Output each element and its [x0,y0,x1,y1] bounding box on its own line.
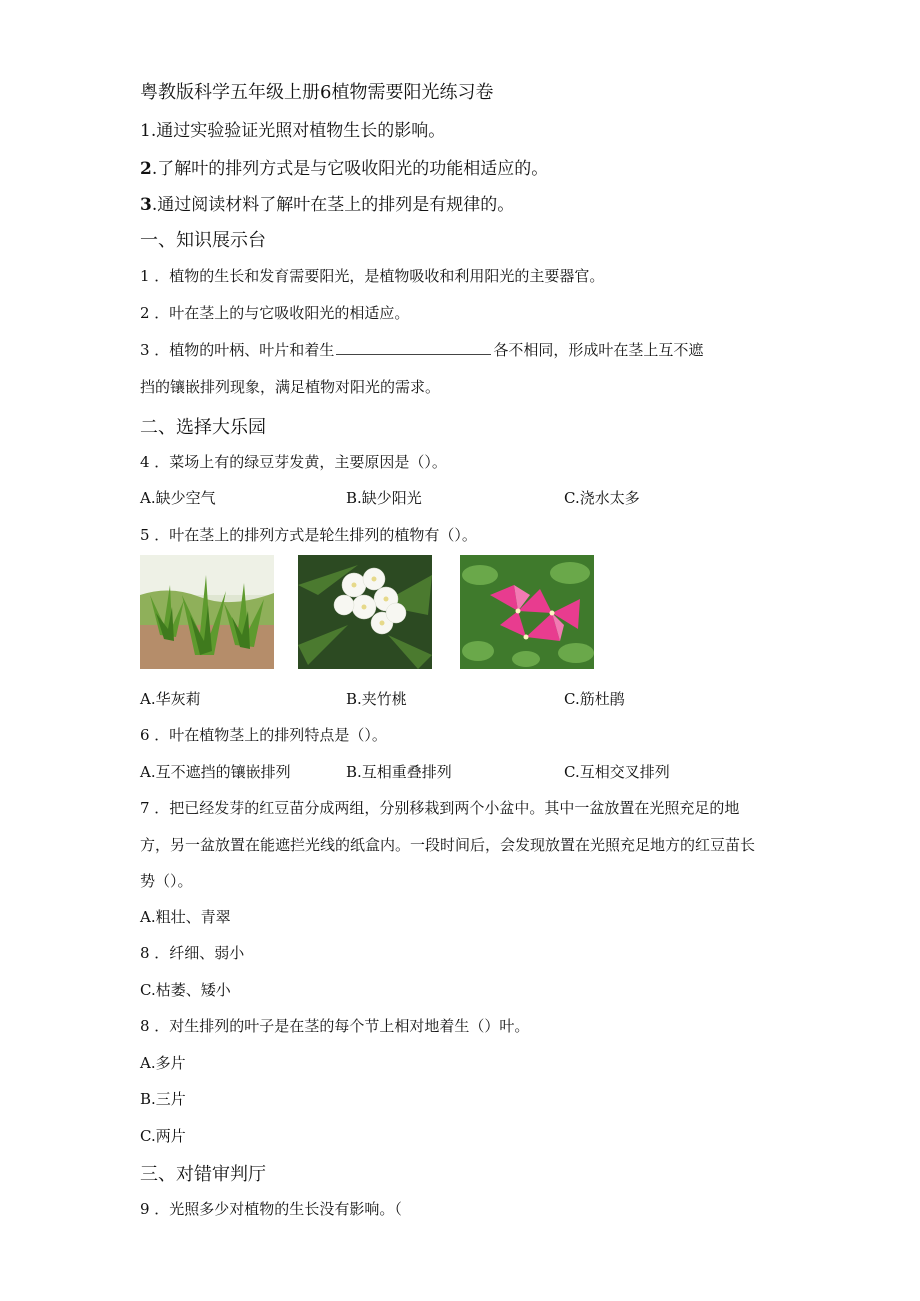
goal-1 [140,116,445,141]
goal-2-text: .了解叶的排列方式是与它吸收阳光的功能相适应的。 [151,159,549,179]
question-6-option-c[interactable]: C.互相交叉排列 [564,763,670,781]
question-4-stem: 4 ．菜场上有的绿豆芽发黄，主要原因是（）。 [140,453,447,471]
question-5-option-a[interactable]: A.华灰莉 [140,690,201,708]
goal-2 [140,154,548,179]
goal-3 [140,190,514,215]
section-1-heading: 一、知识展示台 [140,230,266,251]
photo-oleander [298,555,432,669]
question-5-option-b[interactable]: B.夹竹桃 [346,690,407,708]
section-3-heading: 三、对错审判厅 [140,1164,266,1185]
photo-bougainvillea [460,555,594,669]
question-9: 9 ．光照多少对植物的生长没有影响。（ [140,1200,402,1218]
goal-3-num: 3 [140,195,152,215]
question-8-stem: 8 ．对生排列的叶子是在茎的每个节上相对地着生（）叶。 [140,1017,530,1035]
question-3-part-b: 各不相同，形成叶在茎上互不遮 [493,341,704,359]
question-3-blank[interactable] [336,340,491,355]
goal-1-num: 1. [140,121,157,141]
question-3-line-1 [140,339,703,360]
goal-1-text: 通过实验验证光照对植物生长的影响。 [156,121,446,141]
question-7-option-b[interactable]: 8 ．纤细、弱小 [140,944,245,962]
question-8-option-b[interactable]: B.三片 [140,1090,186,1108]
question-4-option-a[interactable]: A.缺少空气 [140,489,216,507]
question-4-option-c[interactable]: C.浇水太多 [564,489,640,507]
question-8-option-c[interactable]: C.两片 [140,1127,186,1145]
goal-3-text: .通过阅读材料了解叶在茎上的排列是有规律的。 [151,195,515,215]
photo-plant-field [140,555,274,669]
question-4-option-b[interactable]: B.缺少阳光 [346,489,422,507]
question-7-option-a[interactable]: A.粗壮、青翠 [140,908,231,926]
question-7-line-1: 7 ．把已经发芽的红豆苗分成两组，分别移栽到两个小盆中。其中一盆放置在光照充足的地 [140,799,740,817]
question-3-part-a: 3 ．植物的叶柄、叶片和着生 [140,341,335,359]
goal-2-num: 2 [140,159,152,179]
question-6-option-a[interactable]: A.互不遮挡的镶嵌排列 [140,763,291,781]
question-6-option-b[interactable]: B.互相重叠排列 [346,763,452,781]
question-7-option-c[interactable]: C.枯萎、矮小 [140,981,231,999]
question-1: 1 ．植物的生长和发育需要阳光，是植物吸收和利用阳光的主要器官。 [140,267,605,285]
question-5-stem: 5 ．叶在茎上的排列方式是轮生排列的植物有（）。 [140,526,477,544]
section-2-heading: 二、选择大乐园 [140,417,266,438]
question-6-stem: 6 ．叶在植物茎上的排列特点是（）。 [140,726,387,744]
question-8-option-a[interactable]: A.多片 [140,1054,186,1072]
question-3-line-2: 挡的镶嵌排列现象，满足植物对阳光的需求。 [140,378,441,396]
question-7-line-2: 方，另一盆放置在能遮拦光线的纸盒内。一段时间后，会发现放置在光照充足地方的红豆苗长 [140,836,756,854]
question-5-option-c[interactable]: C.筋杜鹃 [564,690,625,708]
page-title: 粤教版科学五年级上册6植物需要阳光练习卷 [140,82,494,103]
question-7-line-3: 势（）。 [140,872,193,890]
question-2: 2 ．叶在茎上的与它吸收阳光的相适应。 [140,304,410,322]
